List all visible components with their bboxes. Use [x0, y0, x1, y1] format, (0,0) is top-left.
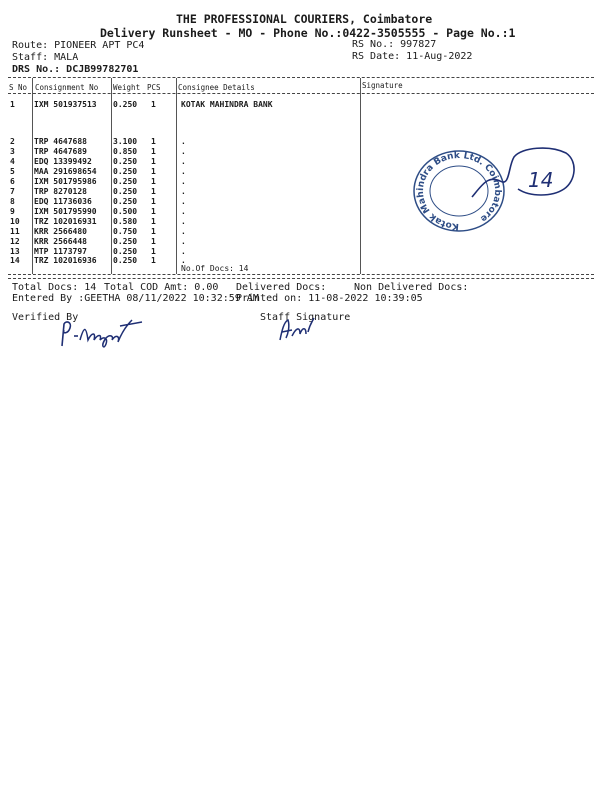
- cell-consignment: MTP 1173797: [34, 247, 87, 256]
- cell-consignee: .: [181, 137, 186, 146]
- table-row: [0, 256, 600, 266]
- staff-label: Staff: MALA: [12, 52, 79, 63]
- cell-consignee: .: [181, 177, 186, 186]
- cell-consignment: KRR 2566448: [34, 237, 87, 246]
- cell-consignment: TRP 8270128: [34, 187, 87, 196]
- no-of-docs: No.Of Docs: 14: [181, 264, 249, 273]
- cell-weight: 0.250: [113, 237, 138, 246]
- cell-weight: 0.250: [113, 197, 138, 206]
- cell-consignment: TRZ 102016931: [34, 217, 97, 226]
- cell-pcs: 1: [151, 177, 156, 186]
- cell-weight: 0.250: [113, 167, 138, 176]
- cell-sno: 8: [10, 197, 15, 206]
- cell-pcs: 1: [151, 137, 156, 146]
- cell-pcs: 1: [151, 256, 156, 265]
- cell-sno: 14: [10, 256, 20, 265]
- runsheet-subtitle: Delivery Runsheet - MO - Phone No.:0422-3505555 - Page No.:1: [100, 26, 516, 40]
- handwritten-mark: [470, 145, 580, 215]
- cell-pcs: 1: [151, 247, 156, 256]
- cell-weight: 0.850: [113, 147, 138, 156]
- cell-pcs: 1: [151, 100, 156, 109]
- cell-consignee: .: [181, 157, 186, 166]
- table-row: [0, 100, 600, 110]
- col-header-consignee: Consignee Details: [178, 83, 255, 92]
- cell-pcs: 1: [151, 217, 156, 226]
- cell-weight: 0.250: [113, 177, 138, 186]
- cell-weight: 0.250: [113, 256, 138, 265]
- rs-date: RS Date: 11-Aug-2022: [352, 51, 473, 62]
- table-header-rule: [8, 93, 594, 94]
- total-docs: Total Docs: 14: [12, 282, 97, 293]
- entered-by: Entered By :GEETHA 08/11/2022 10:32:59 AM: [12, 293, 259, 304]
- cell-pcs: 1: [151, 207, 156, 216]
- cell-pcs: 1: [151, 187, 156, 196]
- cell-sno: 9: [10, 207, 15, 216]
- stamp-text: Kotak Mahindra Bank Ltd. Coimbatore: [415, 150, 503, 232]
- delivered-docs: Delivered Docs:: [236, 282, 327, 293]
- cell-consignment: TRP 4647688: [34, 137, 87, 146]
- company-name: THE PROFESSIONAL COURIERS, Coimbatore: [176, 12, 433, 26]
- cell-consignee: .: [181, 147, 186, 156]
- cell-consignment: EDQ 11736036: [34, 197, 92, 206]
- table-row: [0, 237, 600, 247]
- cell-sno: 11: [10, 227, 20, 236]
- rs-number: RS No.: 997827: [352, 39, 437, 50]
- col-header-signature: Signature: [362, 81, 403, 90]
- cell-consignment: TRP 4647689: [34, 147, 87, 156]
- cell-pcs: 1: [151, 157, 156, 166]
- col-header-consignment: Consignment No: [35, 83, 99, 92]
- staff-signature: [276, 316, 326, 344]
- cell-consignee: .: [181, 207, 186, 216]
- cell-sno: 13: [10, 247, 20, 256]
- cell-sno: 7: [10, 187, 15, 196]
- drs-number: DRS No.: DCJB99782701: [12, 64, 139, 75]
- table-row: [0, 227, 600, 237]
- cell-consignment: KRR 2566480: [34, 227, 87, 236]
- cell-consignment: MAA 291698654: [34, 167, 97, 176]
- col-header-sno: S No: [9, 83, 28, 92]
- cell-sno: 1: [10, 100, 15, 109]
- cell-consignee: .: [181, 256, 186, 265]
- printed-on: Printed on: 11-08-2022 10:39:05: [236, 293, 423, 304]
- cell-sno: 5: [10, 167, 15, 176]
- col-header-weight: Weight: [113, 83, 141, 92]
- cell-consignee: .: [181, 237, 186, 246]
- cell-pcs: 1: [151, 227, 156, 236]
- cell-sno: 10: [10, 217, 20, 226]
- cell-sno: 12: [10, 237, 20, 246]
- cell-sno: 3: [10, 147, 15, 156]
- cell-sno: 2: [10, 137, 15, 146]
- non-delivered-docs: Non Delivered Docs:: [354, 282, 469, 293]
- footer-rule: [8, 278, 594, 279]
- cell-consignee: .: [181, 167, 186, 176]
- cell-consignment: IXM 501937513: [34, 100, 97, 109]
- cell-sno: 4: [10, 157, 15, 166]
- cell-pcs: 1: [151, 147, 156, 156]
- cell-consignment: TRZ 102016936: [34, 256, 97, 265]
- table-bottom-rule: [8, 274, 594, 275]
- verified-signature: [58, 316, 148, 352]
- cell-pcs: 1: [151, 167, 156, 176]
- cell-sno: 6: [10, 177, 15, 186]
- total-cod-amount: Total COD Amt: 0.00: [104, 282, 219, 293]
- cell-consignee: .: [181, 247, 186, 256]
- cell-pcs: 1: [151, 237, 156, 246]
- cell-consignee: .: [181, 227, 186, 236]
- cell-consignment: IXM 501795990: [34, 207, 97, 216]
- cell-weight: 0.250: [113, 187, 138, 196]
- cell-consignment: EDQ 13399492: [34, 157, 92, 166]
- cell-consignee: .: [181, 217, 186, 226]
- cell-weight: 0.250: [113, 247, 138, 256]
- table-row: [0, 217, 600, 227]
- cell-consignee: .: [181, 187, 186, 196]
- verified-by-label: Verified By: [12, 312, 79, 323]
- cell-pcs: 1: [151, 197, 156, 206]
- cell-weight: 0.750: [113, 227, 138, 236]
- handwritten-count: 14: [528, 168, 554, 192]
- col-header-pcs: PCS: [147, 83, 161, 92]
- cell-weight: 0.250: [113, 100, 138, 109]
- cell-consignee: KOTAK MAHINDRA BANK: [181, 100, 273, 109]
- route-label: Route: PIONEER APT PC4: [12, 40, 145, 51]
- staff-signature-label: Staff Signature: [260, 312, 351, 323]
- cell-consignee: .: [181, 197, 186, 206]
- cell-weight: 0.250: [113, 157, 138, 166]
- cell-weight: 3.100: [113, 137, 138, 146]
- table-top-rule: [8, 77, 594, 78]
- cell-weight: 0.580: [113, 217, 138, 226]
- cell-consignment: IXM 501795986: [34, 177, 97, 186]
- cell-weight: 0.500: [113, 207, 138, 216]
